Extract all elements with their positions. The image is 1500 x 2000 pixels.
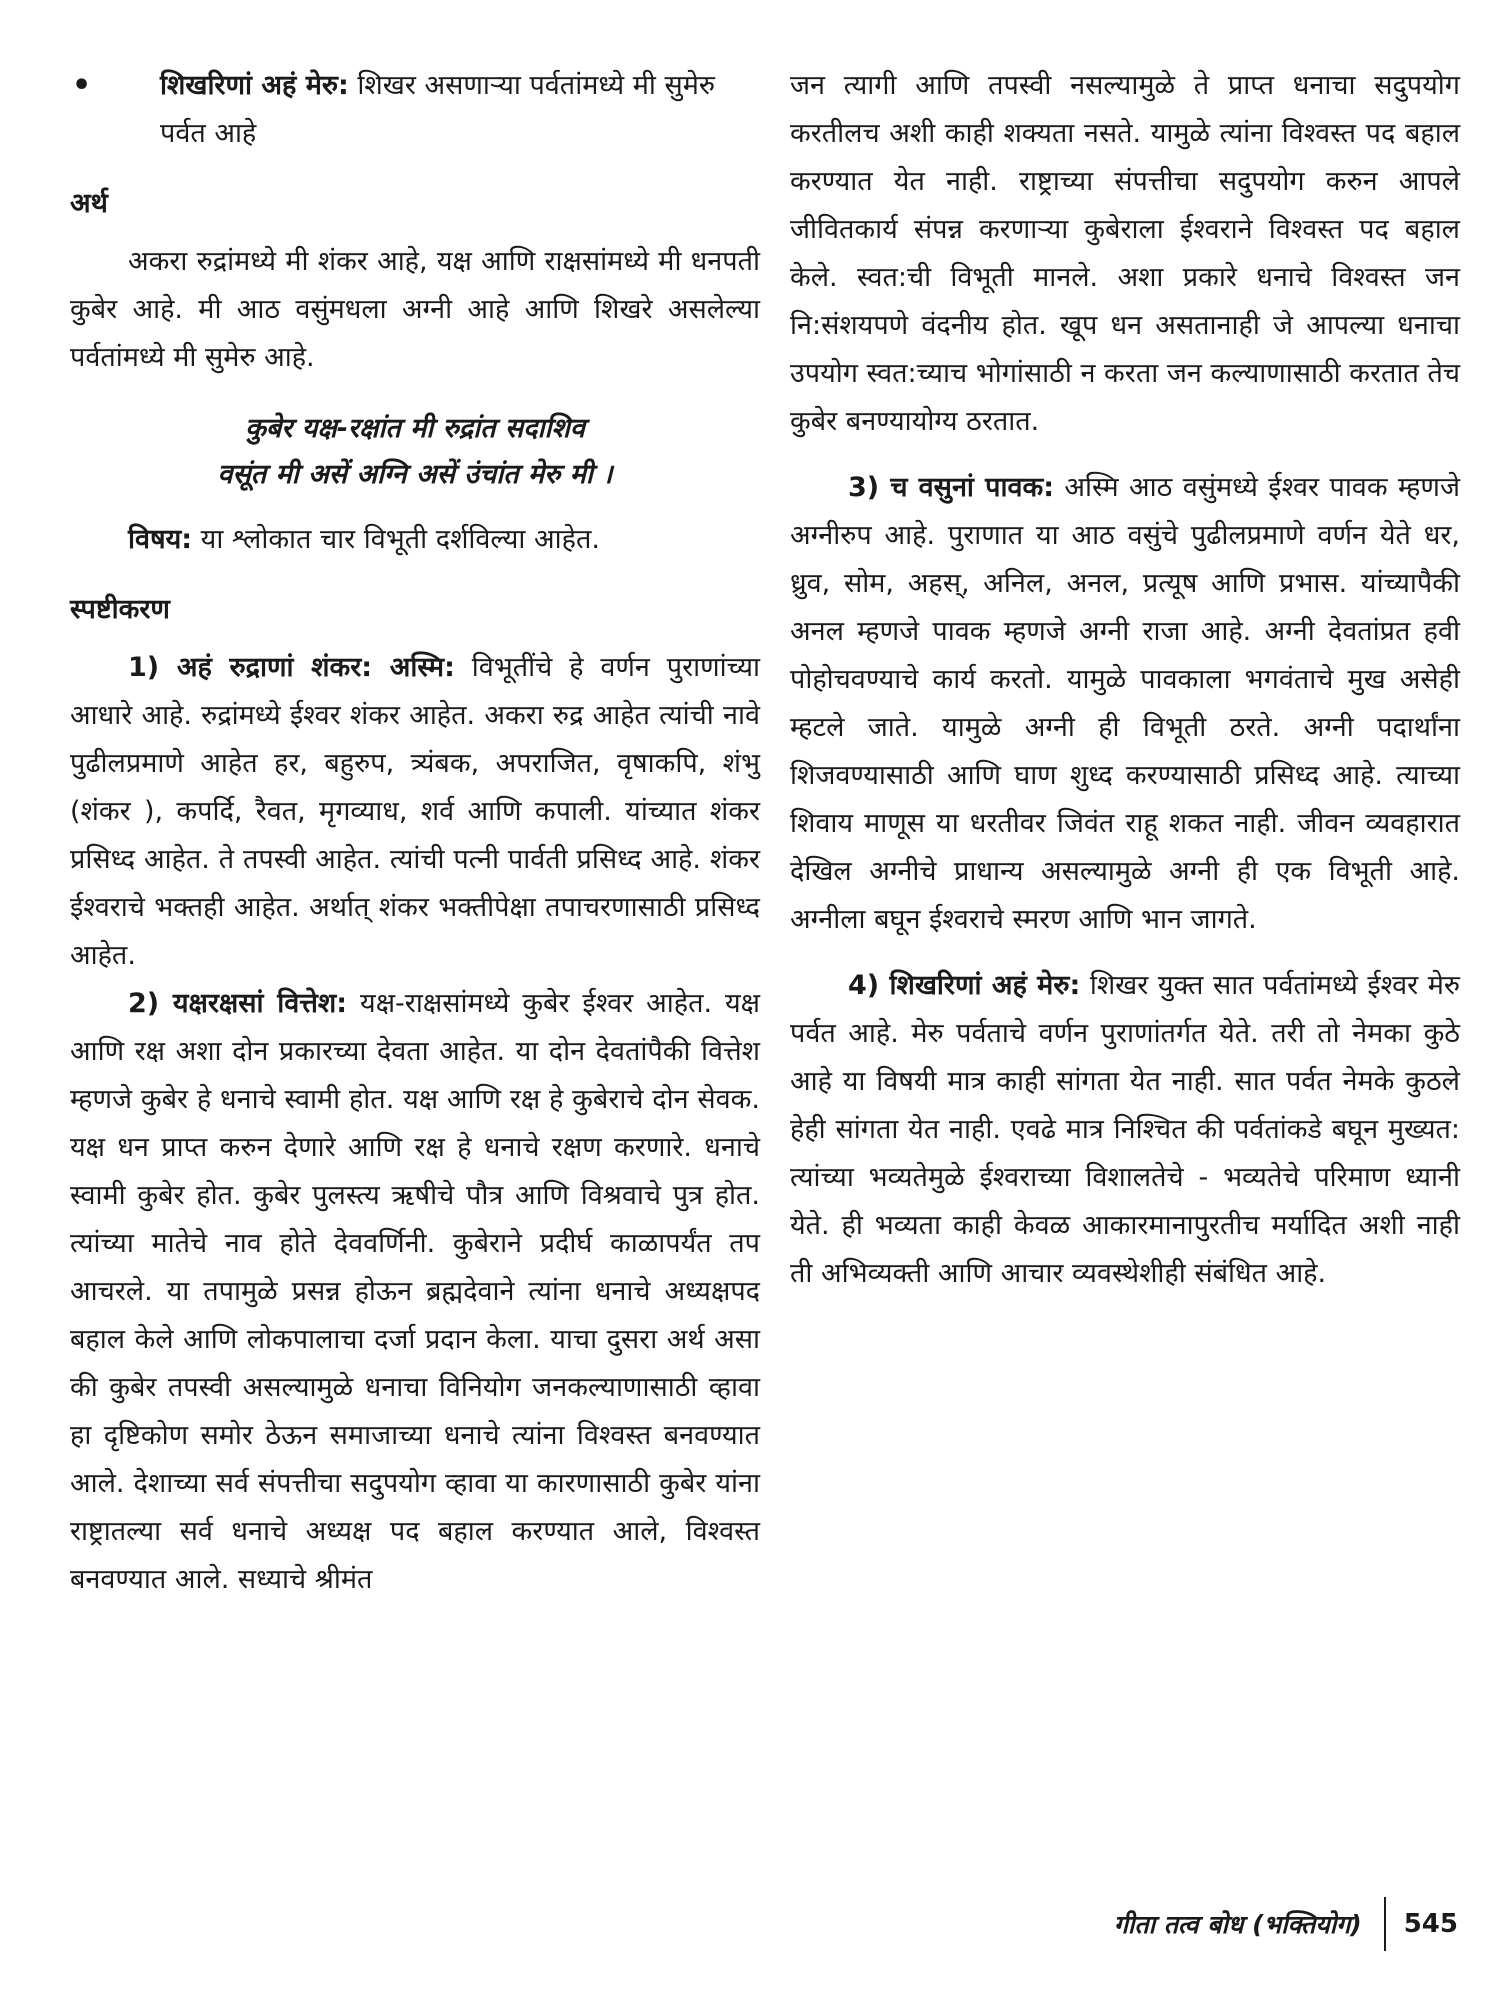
paragraph-3-label: 3) च वसुनां पावक: <box>848 472 1054 503</box>
subject-paragraph <box>70 516 760 564</box>
verse-line-2: वसूंत मी असें अग्नि असें उंचांत मेरु मी । <box>217 459 613 490</box>
bullet-item <box>70 62 760 158</box>
subject-label: विषय: <box>128 524 193 555</box>
bullet-term: शिखरिणां अहं मेरु: <box>160 70 349 101</box>
paragraph-3 <box>790 464 1460 944</box>
bullet-symbol: • <box>72 68 92 103</box>
paragraph-2-label: 2) यक्षरक्षसां वित्तेश: <box>128 988 348 1019</box>
paragraph-continued: जन त्यागी आणि तपस्वी नसल्यामुळे ते प्राप्त धनाचा सदुपयोग करतीलच अशी काही शक्यता नसते. यामुळे त्यांना विश्वस्त पद बहाल करण्यात येत नाही. राष्ट्राच्या संपत्तीचा सदुपयोग करुन आपले जीवितकार्य संपन्न करणाऱ्या कुबेराला ईश्वराने विश्वस्त पद बहाल केले. स्वत:ची विभूती मानले. अशा प्रकारे धनाचे विश्वस्त जन नि:संशयपणे वंदनीय होत. खूप धन असतानाही जे आपल्या धनाचा उपयोग स्वत:च्याच भोगांसाठी न करता जन कल्याणासाठी करतात तेच कुबेर बनण्यायोग्य ठरतात. <box>790 70 1460 437</box>
verse-line-1: कुबेर यक्ष-रक्षांत मी रुद्रांत सदाशिव <box>245 413 585 444</box>
subject-text: या श्लोकात चार विभूती दर्शविल्या आहेत. <box>192 524 600 555</box>
meaning-paragraph: अकरा रुद्रांमध्ये मी शंकर आहे, यक्ष आणि राक्षसांमध्ये मी धनपती कुबेर आहे. मी आठ वसुंमधला अग्नी आहे आणि शिखरे असलेल्या पर्वतांमध्ये मी सुमेरु आहे. <box>70 246 760 373</box>
bullet-description: शिखर असणाऱ्या पर्वतांमध्ये मी सुमेरु पर्वत आहे <box>160 70 715 149</box>
paragraph-1-label: 1) अहं रुद्राणां शंकर: अस्मि: <box>128 652 455 683</box>
paragraph-4-label: 4) शिखरिणां अहं मेरु: <box>848 970 1081 1001</box>
meaning-heading: अर्थ <box>70 188 108 219</box>
right-column <box>790 62 1460 1298</box>
paragraph-2 <box>70 980 760 1604</box>
bullet-text <box>160 62 760 158</box>
paragraph-4 <box>790 962 1460 1298</box>
book-title: गीता तत्व बोध (भक्तियोग) <box>1113 1910 1362 1939</box>
explanation-heading: स्पष्टीकरण <box>70 594 170 625</box>
paragraph-1-text: विभूतींचे हे वर्णन पुराणांच्या आधारे आहे. रुद्रांमध्ये ईश्वर शंकर आहेत. अकरा रुद्र आहेत त्यांची नावे पुढीलप्रमाणे आहेत हर, बहुरुप, त्र्यंबक, अपराजित, वृषाकपि, शंभु (शंकर ), कपर्दि, रैवत, मृगव्याध, शर्व आणि कपाली. यांच्यात शंकर प्रसिध्द आहेत. ते तपस्वी आहेत. त्यांची पत्नी पार्वती प्रसिध्द आहे. शंकर ईश्वराचे भक्तही आहेत. अर्थात् शंकर भक्तीपेक्षा तपाचरणासाठी प्रसिध्द आहेत. <box>70 652 760 971</box>
paragraph-3-text: अस्मि आठ वसुंमध्ये ईश्वर पावक म्हणजे अग्नीरुप आहे. पुराणात या आठ वसुंचे पुढीलप्रमाणे वर्णन येते धर, ध्रुव, सोम, अहस्, अनिल, अनल, प्रत्यूष आणि प्रभास. यांच्यापैकी अनल म्हणजे पावक म्हणजे अग्नी राजा आहे. अग्नी देवतांप्रत हवी पोहोचवण्याचे कार्य करतो. यामुळे पावकाला भगवंताचे मुख असेही म्हटले जाते. यामुळे अग्नी ही विभूती ठरते. अग्नी पदार्थांना शिजवण्यासाठी आणि घाण शुध्द करण्यासाठी प्रसिध्द आहे. त्याच्या शिवाय माणूस या धरतीवर जिवंत राहू शकत नाही. जीवन व्यवहारात देखिल अग्नीचे प्राधान्य असल्यामुळे अग्नी ही एक विभूती आहे. अग्नीला बघून ईश्वराचे स्मरण आणि भान जागते. <box>790 472 1460 935</box>
verse-block <box>70 406 760 498</box>
page-number: 545 <box>1403 1909 1458 1939</box>
page-footer <box>1114 1898 1458 1950</box>
left-column <box>70 62 760 1604</box>
paragraph-1 <box>70 644 760 980</box>
paragraph-4-text: शिखर युक्त सात पर्वतांमध्ये ईश्वर मेरु पर्वत आहे. मेरु पर्वताचे वर्णन पुराणांतर्गत येते. तरी तो नेमका कुठे आहे या विषयी मात्र काही सांगता येत नाही. सात पर्वत नेमके कुठले हेही सांगता येत नाही. एवढे मात्र निश्चित की पर्वतांकडे बघून मुख्यत: त्यांच्या भव्यतेमुळे ईश्वराच्या विशालतेचे - भव्यतेचे परिमाण ध्यानी येते. ही भव्यता काही केवळ आकारमानापुरतीच मर्यादित अशी नाही ती अभिव्यक्ती आणि आचार व्यवस्थेशीही संबंधित आहे. <box>790 970 1460 1289</box>
paragraph-2-text: यक्ष-राक्षसांमध्ये कुबेर ईश्वर आहेत. यक्ष आणि रक्ष अशा दोन प्रकारच्या देवता आहेत. या दोन देवतांपैकी वित्तेश म्हणजे कुबेर हे धनाचे स्वामी होत. यक्ष आणि रक्ष हे कुबेराचे दोन सेवक. यक्ष धन प्राप्त करुन देणारे आणि रक्ष हे धनाचे रक्षण करणारे. धनाचे स्वामी कुबेर होत. कुबेर पुलस्त्य ऋषीचे पौत्र आणि विश्रवाचे पुत्र होत. त्यांच्या मातेचे नाव होते देववर्णिनी. कुबेराने प्रदीर्घ काळापर्यंत तप आचरले. या तपामुळे प्रसन्न होऊन ब्रह्मदेवाने त्यांना धनाचे अध्यक्षपद बहाल केले आणि लोकपालाचा दर्जा प्रदान केला. याचा दुसरा अर्थ असा की कुबेर तपस्वी असल्यामुळे धनाचा विनियोग जनकल्याणासाठी व्हावा हा दृष्टिकोण समोर ठेऊन समाजाच्या धनाचे त्यांना विश्वस्त बनवण्यात आले. देशाच्या सर्व संपत्तीचा सदुपयोग व्हावा या कारणासाठी कुबेर यांना राष्ट्रातल्या सर्व धनाचे अध्यक्ष पद बहाल करण्यात आले, विश्वस्त बनवण्यात आले. सध्याचे श्रीमंत <box>70 988 760 1595</box>
